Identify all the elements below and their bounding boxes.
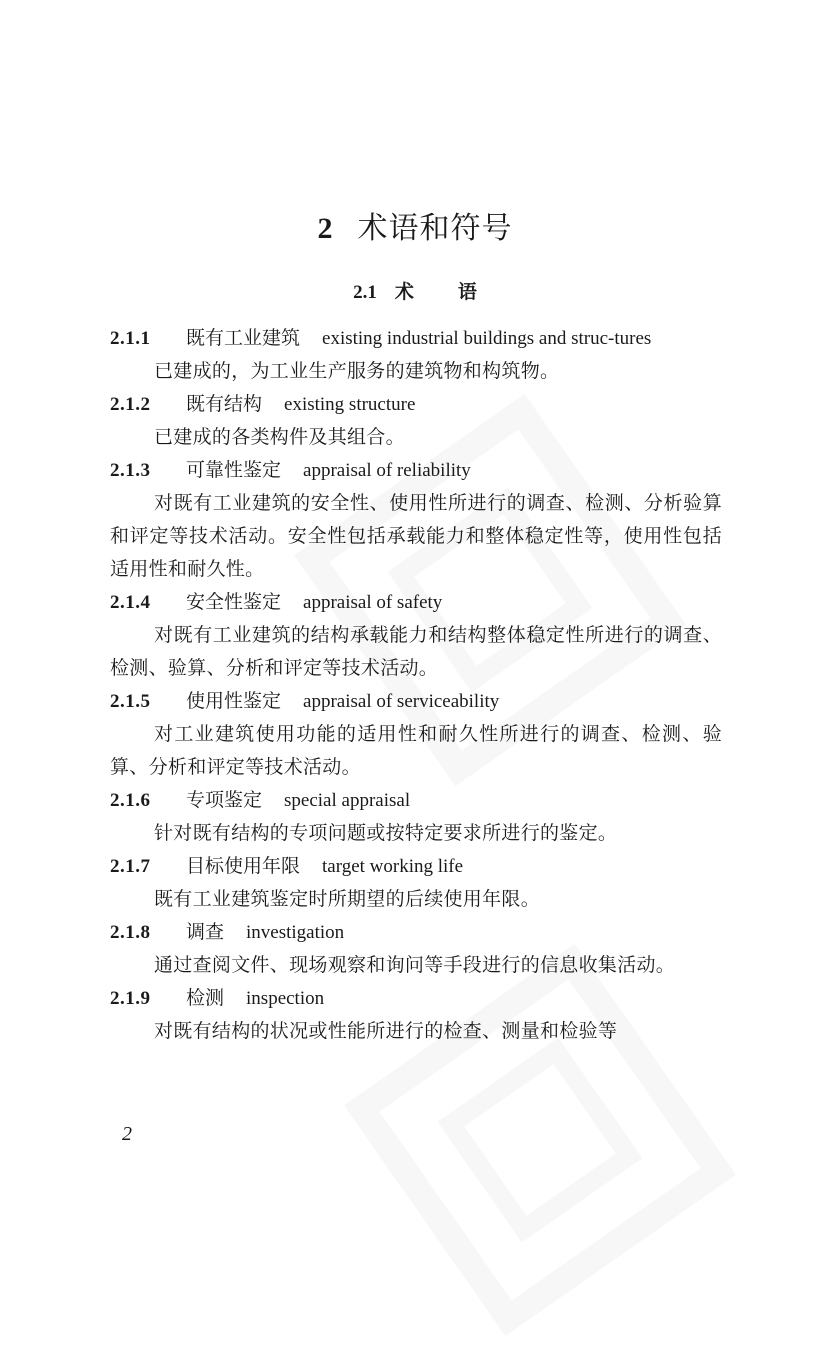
term-heading [110,982,722,1015]
term-definition: 对既有结构的状况或性能所进行的检查、测量和检验等 [154,1020,618,1042]
term-chinese: 既有工业建筑 [186,327,301,349]
section-title [0,277,830,304]
term-definition: 对既有工业建筑的安全性、使用性所进行的调查、检测、分析验算和评定等技术活动。安全性包括承载能力和整体稳定性等，使用性包括适用性和耐久性。 [110,492,722,580]
term-english: special appraisal [284,790,411,811]
term-english: existing structure [284,394,416,415]
term-number: 2.1.3 [110,460,151,481]
term-english: inspection [246,988,325,1009]
term-number: 2.1.2 [110,394,151,415]
term-heading [110,586,722,619]
term-english: investigation [246,922,345,943]
term-number: 2.1.5 [110,691,151,712]
term-definition: 已建成的，为工业生产服务的建筑物和构筑物。 [154,360,560,382]
term-english: appraisal of serviceability [303,691,500,712]
term-english: appraisal of reliability [303,460,471,481]
chapter-title-text: 术语和符号 [357,211,513,246]
page-number: 2 [122,1123,132,1145]
term-definition: 已建成的各类构件及其组合。 [154,426,405,448]
term-chinese: 安全性鉴定 [186,591,282,613]
term-heading [110,685,722,718]
term-number: 2.1.9 [110,988,151,1009]
term-definition: 针对既有结构的专项问题或按特定要求所进行的鉴定。 [154,822,618,844]
section-number: 2.1 [353,282,377,303]
term-english: target working life [322,856,464,877]
term-definition: 既有工业建筑鉴定时所期望的后续使用年限。 [154,888,541,910]
term-number: 2.1.7 [110,856,151,877]
term-chinese: 可靠性鉴定 [186,459,282,481]
term-heading [110,322,722,355]
term-chinese: 目标使用年限 [186,855,301,877]
section-title-text: 术语 [394,281,521,303]
term-number: 2.1.4 [110,592,151,613]
term-definition: 对既有工业建筑的结构承载能力和结构整体稳定性所进行的调查、检测、验算、分析和评定等技术活动。 [110,624,722,679]
term-heading [110,784,722,817]
term-definition: 对工业建筑使用功能的适用性和耐久性所进行的调查、检测、验算、分析和评定等技术活动。 [110,723,722,778]
term-chinese: 专项鉴定 [186,789,263,811]
term-heading [110,388,722,421]
term-heading [110,916,722,949]
terms-list [110,322,722,1048]
term-english: appraisal of safety [303,592,443,613]
term-chinese: 使用性鉴定 [186,690,282,712]
term-heading [110,850,722,883]
chapter-title [0,203,830,247]
term-chinese: 既有结构 [186,393,263,415]
chapter-number: 2 [317,212,334,245]
term-chinese: 检测 [186,987,225,1009]
term-number: 2.1.8 [110,922,151,943]
term-english: existing industrial buildings and struc-tures [322,328,652,349]
term-number: 2.1.6 [110,790,151,811]
term-heading [110,454,722,487]
term-definition: 通过查阅文件、现场观察和询问等手段进行的信息收集活动。 [154,954,676,976]
term-chinese: 调查 [186,921,225,943]
term-number: 2.1.1 [110,328,151,349]
